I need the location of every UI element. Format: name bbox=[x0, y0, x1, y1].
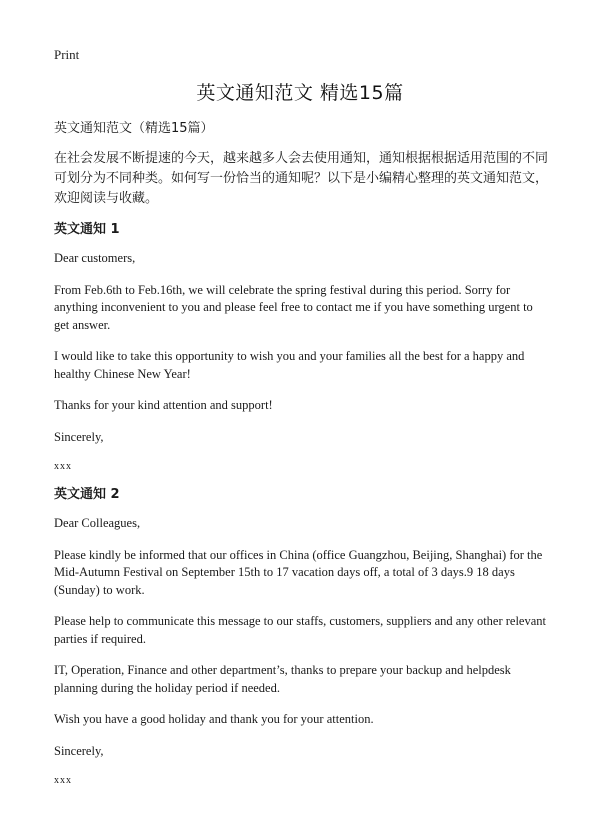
closing: Sincerely, bbox=[54, 429, 104, 444]
signature: xxx bbox=[54, 461, 72, 472]
print-link[interactable]: Print bbox=[54, 47, 80, 62]
closing: Sincerely, bbox=[54, 743, 104, 758]
signature: xxx bbox=[54, 775, 72, 786]
body-paragraph: Please kindly be informed that our offices in China (office Guangzhou, Beijing, Shanghai) for the Mid-Autumn Festival on September 15th to 17 vacation days off, a total of 3 days.9 18 days (Sunday) to work. bbox=[54, 547, 543, 597]
notice-section-2 bbox=[54, 486, 550, 788]
salutation: Dear customers, bbox=[54, 251, 136, 265]
salutation: Dear Colleagues, bbox=[54, 516, 141, 530]
document-subtitle: 英文通知范文（精选15篇） bbox=[54, 121, 214, 136]
body-paragraph: Please help to communicate this message to our staffs, customers, suppliers and any other relevant parties if required. bbox=[54, 614, 547, 646]
section-heading: 英文通知 1 bbox=[54, 222, 120, 237]
body-paragraph: From Feb.6th to Feb.16th, we will celebrate the spring festival during this period. Sorry for anything inconvenient to you and please feel free to contact me if you have something urgent to get answer. bbox=[54, 282, 533, 332]
body-paragraph: I would like to take this opportunity to wish you and your families all the best for a happy and healthy Chinese New Year! bbox=[54, 349, 525, 381]
body-paragraph: Wish you have a good holiday and thank you for your attention. bbox=[54, 712, 374, 726]
body-paragraph: Thanks for your kind attention and support! bbox=[54, 398, 273, 412]
intro-paragraph: 在社会发展不断提速的今天，越来越多人会去使用通知，通知根据根据适用范围的不同可划分为不同种类。如何写一份恰当的通知呢？以下是小编精心整理的英文通知范文，欢迎阅读与收藏。 bbox=[54, 151, 549, 206]
body-paragraph: IT, Operation, Finance and other department’s, thanks to prepare your backup and helpdesk planning during the holiday period if needed. bbox=[54, 663, 511, 695]
section-heading: 英文通知 2 bbox=[54, 487, 120, 502]
document-title: 英文通知范文 精选15篇 bbox=[196, 82, 404, 104]
document-body bbox=[54, 120, 550, 800]
notice-section-1 bbox=[54, 221, 550, 474]
